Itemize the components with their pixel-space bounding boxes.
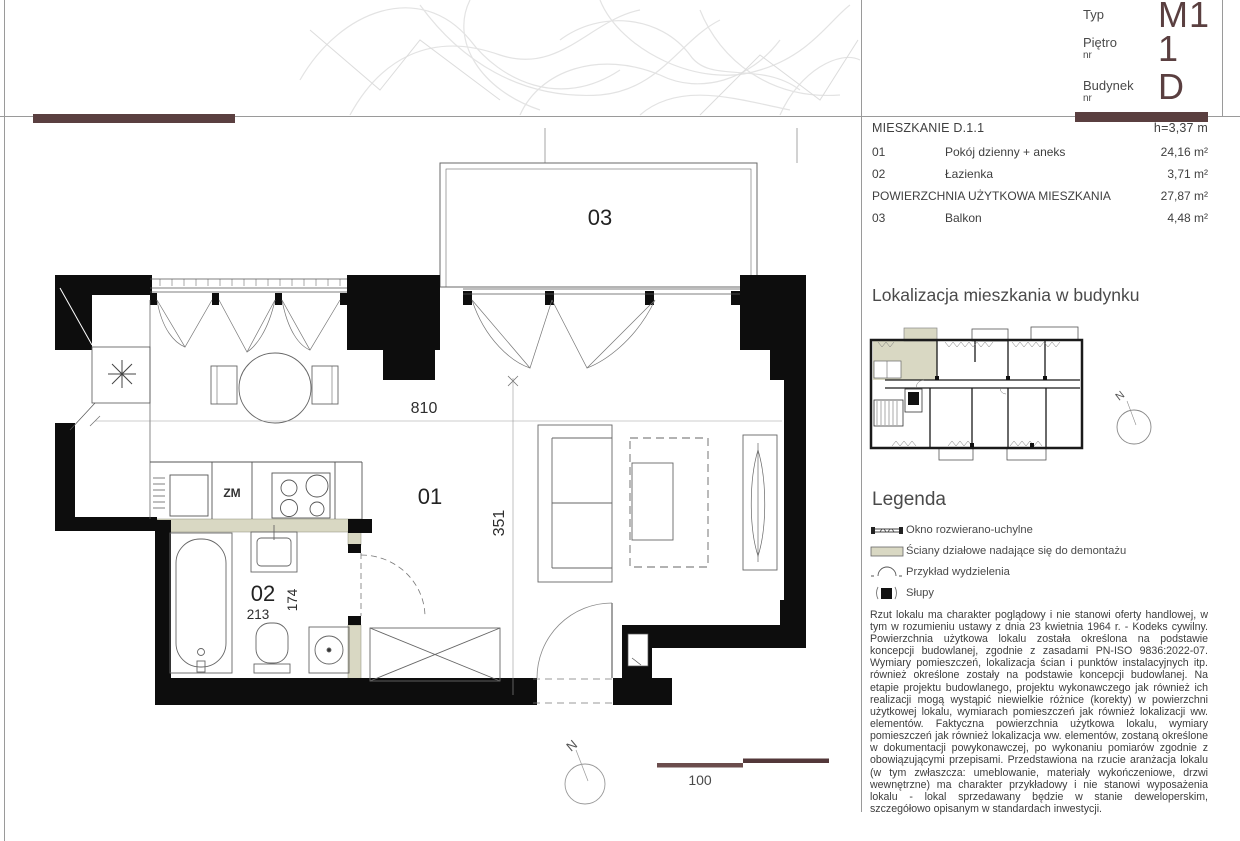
apartment-table-rows [872,145,1208,233]
example-division-door [361,553,425,617]
room-area: 4,48 m² [1167,211,1208,225]
partition-wall-icon [870,543,906,559]
dim-room-height: 351 [491,509,508,537]
location-heading: Lokalizacja mieszkania w budynku [872,285,1140,305]
legend-item [870,519,1215,540]
division-example-icon [870,564,906,580]
sofa [538,425,612,582]
room-name: Łazienka [945,167,994,181]
room-label-03: 03 [587,205,613,230]
scale-value: 100 [688,772,712,788]
building-locator-plan [866,318,1176,463]
apartment-title: MIESZKANIE D.1.1 [872,121,985,135]
scale-bar [657,759,829,789]
legend-item-label: Okno rozwierano-uchylne [906,523,1033,536]
pietro-value: 1 [1158,28,1180,69]
toilet [254,623,290,673]
disclaimer-text: Rzut lokalu ma charakter poglądowy i nie stanowi oferty handlowej, w tym w rozumieniu ustawy z dnia 23 kwietnia 1964 r. - Kodeks cywilny. Powierzchnia użytkowa lokalu została określona na podstawie koncepcji budowlanej, zgodnie z zasadami PN-ISO 9836:2022-07. Wymiary pomieszczeń, lokalizacja ścian i punktów instalacyjnych itp. również określone zostały na podstawie koncepcji budowlanej. Na etapie projektu budowlanego, projektu wykonawczego jak również ich realizacji mogą wystąpić niewielkie różnice (korekty) w powierzchni użytkowej lokalu, wymiarach pomieszczeń jak również lokalizacji ww. elementów. Faktyczna powierzchnia użytkowa lokalu, wymiary pomieszczeń jak również lokalizacja ww. elementów, zostaną określone w dokumentacji powykonawczej, po wykonaniu pomiarów zgodnie z obowiązującymi przepisami. Przedstawiona na rzucie aranżacja lokalu (w tym zwłaszcza: umeblowanie, materiały wykończeniowe, drzwi wewnętrzne) ma charakter przykładowy i nie stanowi wyposażenia lokalu - lokal sprzedawany będzie w stanie deweloperskim, szczegółowo opisanym w standardach inwestycji. [870,608,1208,816]
apartment-table-row [872,167,1208,189]
legend-heading: Legenda [872,489,946,510]
locator-compass-north-label: N [1113,389,1128,404]
dim-bath-width: 213 [246,607,270,622]
room-number: 01 [872,145,886,159]
dim-room-width: 810 [410,400,438,417]
budynek-sub-label: nr [1083,93,1092,104]
room-area: 24,16 m² [1160,145,1208,159]
pietro-sub-label: nr [1083,50,1092,61]
legend-item-label: Przykład wydzielenia [906,565,1010,578]
apartment-table-row [872,189,1208,211]
apartment-table-row [872,211,1208,233]
legend-item [870,561,1215,582]
budynek-value: D [1158,66,1185,107]
room-name: Balkon [945,211,982,225]
ceiling-height: h=3,37 m [1153,121,1208,135]
wardrobe [743,435,777,570]
legend-item [870,540,1215,561]
example-bed [630,438,708,567]
room-label-01: 01 [417,484,443,509]
columns-icon [870,585,906,601]
legend-item-label: Słupy [906,586,934,599]
bathtub [170,533,232,673]
dishwasher-label: ZM [223,486,241,500]
shaft-asterisk-icon [108,360,136,388]
legend-items [870,519,1215,603]
pietro-label: Piętro [1083,35,1117,50]
kitchen-counter [150,462,362,519]
fridge [170,475,208,516]
window-icon [870,522,906,538]
titleblock-right-border [1222,0,1223,117]
room-name: Pokój dzienny + aneks [945,145,1066,159]
typ-label: Typ [1083,7,1104,22]
legend-item [870,582,1215,603]
apartment-table [872,121,1208,233]
washing-machine [309,627,349,673]
room-area: 27,87 m² [1160,189,1208,203]
plan-compass [563,737,605,804]
apartment-table-row [872,145,1208,167]
washbasin [251,525,297,572]
room-number: 02 [872,167,886,181]
room-number: 03 [872,211,886,225]
budynek-label: Budynek [1083,78,1134,93]
elevator [905,389,922,412]
room-name: POWIERZCHNIA UŻYTKOWA MIESZKANIA [872,189,1111,203]
balcony-outline [440,128,797,287]
stairs [874,400,903,426]
room-label-02: 02 [250,581,276,606]
dim-bath-height: 174 [285,588,300,612]
legend-item-label: Ściany działowe nadające się do demontażu [906,544,1127,557]
apartment-title-row [872,121,1208,145]
typ-value: M1 [1158,0,1211,35]
hall-wardrobe [370,628,500,681]
locator-compass [1113,389,1151,444]
room-area: 3,71 m² [1167,167,1208,181]
dining-table [211,353,338,423]
plan-compass-north-label: N [563,736,581,755]
